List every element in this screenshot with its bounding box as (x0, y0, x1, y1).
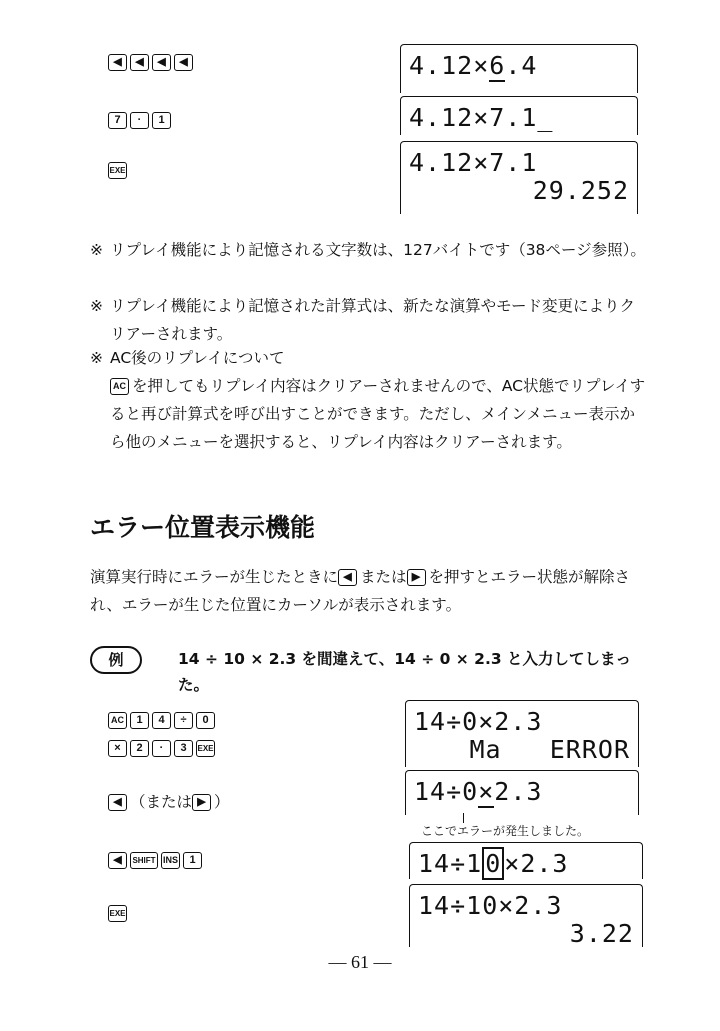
note-text: AC後のリプレイについて (110, 349, 285, 367)
section-paragraph (90, 563, 650, 619)
example-badge: 例 (90, 646, 142, 674)
display-part: 14÷1 (418, 849, 483, 878)
step2-keys (108, 110, 174, 129)
note-body: を押してもリプレイ内容はクリアーされませんので、AC状態でリプレイすると再び計算式を呼び出すことができます。ただし、メインメニュー表示から他のメニューを選択すると、リプレイ内容はクリアーされます。 (110, 377, 646, 451)
left-arrow-key: ◀ (152, 54, 171, 71)
page-number: — 61 — (328, 952, 392, 972)
left-arrow-key: ◀ (108, 852, 127, 869)
right-arrow-key: ▶ (407, 569, 426, 586)
step1-keys (108, 52, 196, 71)
display-2 (400, 96, 638, 135)
left-arrow-key: ◀ (130, 54, 149, 71)
key-2: 2 (130, 740, 149, 757)
note-1 (90, 236, 650, 264)
status-text: Ma (469, 735, 502, 764)
display-line: 4.12×7.1 (409, 148, 538, 177)
b-step1-keys-line2 (108, 738, 218, 757)
display-result: 29.252 (532, 176, 629, 205)
exe-key: EXE (108, 905, 127, 922)
right-arrow-key: ▶ (192, 794, 211, 811)
display-6 (409, 842, 643, 879)
display-1 (400, 44, 638, 93)
display-3 (400, 141, 638, 214)
key-1: 1 (183, 852, 202, 869)
ins-key: INS (161, 852, 180, 869)
note-mark: ※ (90, 241, 103, 259)
key-7: 7 (108, 112, 127, 129)
left-arrow-key: ◀ (338, 569, 357, 586)
key-0: 0 (196, 712, 215, 729)
key-3: 3 (174, 740, 193, 757)
shift-key: SHIFT (130, 852, 158, 869)
key-1: 1 (130, 712, 149, 729)
multiply-key: × (108, 740, 127, 757)
b-step3-keys (108, 850, 205, 869)
display-7 (409, 884, 643, 947)
display-result: 3.22 (569, 919, 634, 948)
divide-key: ÷ (174, 712, 193, 729)
example (90, 646, 632, 694)
exe-key: EXE (108, 162, 127, 179)
key-dot: · (130, 112, 149, 129)
error-caption: ここでエラーが発生しました。 (421, 824, 590, 838)
note-mark: ※ (90, 349, 103, 367)
note-3 (90, 344, 650, 372)
section-title: エラー位置表示機能 (90, 513, 316, 542)
step3-keys (108, 160, 130, 179)
para-text: または (360, 568, 407, 586)
b-step2-keys (108, 790, 230, 812)
display-line: 4.12×6.4 (409, 51, 538, 80)
left-arrow-key: ◀ (108, 794, 127, 811)
ac-key: AC (108, 712, 127, 729)
alt-text: （または (130, 793, 193, 811)
display-line: 14÷10×2.3 (418, 891, 563, 920)
display-part: ×2.3 (504, 849, 569, 878)
display-part: 14÷0 (414, 777, 479, 806)
display-4 (405, 700, 639, 767)
display-status (469, 735, 630, 764)
key-4: 4 (152, 712, 171, 729)
exe-key: EXE (196, 740, 215, 757)
display-part: 2.3 (494, 777, 543, 806)
para-text: を押すとエラー状態が解除され、エラーが生じた位置にカーソルが表示されます。 (90, 568, 631, 614)
example-text: 14 ÷ 10 × 2.3 を間違えて、14 ÷ 0 × 2.3 と入力してしまった。 (178, 650, 632, 694)
note-mark: ※ (90, 297, 103, 315)
cursor-block: 0 (482, 847, 504, 880)
alt-text: ） (214, 793, 230, 811)
key-dot: · (152, 740, 171, 757)
display-line: 14÷0×2.3 (414, 707, 543, 736)
error-text: ERROR (549, 735, 630, 764)
note-text: リプレイ機能により記憶される文字数は、127バイトです（38ページ参照）。 (110, 241, 646, 259)
ac-key: AC (110, 378, 129, 395)
b-step4-keys (108, 903, 130, 922)
b-step1-keys-line1 (108, 710, 218, 729)
note-4 (90, 372, 650, 456)
note-2 (90, 292, 650, 348)
cursor: 6 (489, 51, 506, 80)
note-text (90, 372, 650, 456)
cursor: × (478, 777, 495, 806)
note-text: リプレイ機能により記憶された計算式は、新たな演算やモード変更によりクリアーされます。 (110, 297, 635, 343)
left-arrow-key: ◀ (174, 54, 193, 71)
para-text: 演算実行時にエラーが生じたときに (90, 568, 339, 586)
display-line (418, 849, 569, 878)
display-5 (405, 770, 639, 815)
display-line (414, 777, 542, 806)
display-line: 4.12×7.1_ (409, 103, 554, 132)
left-arrow-key: ◀ (108, 54, 127, 71)
key-1: 1 (152, 112, 171, 129)
